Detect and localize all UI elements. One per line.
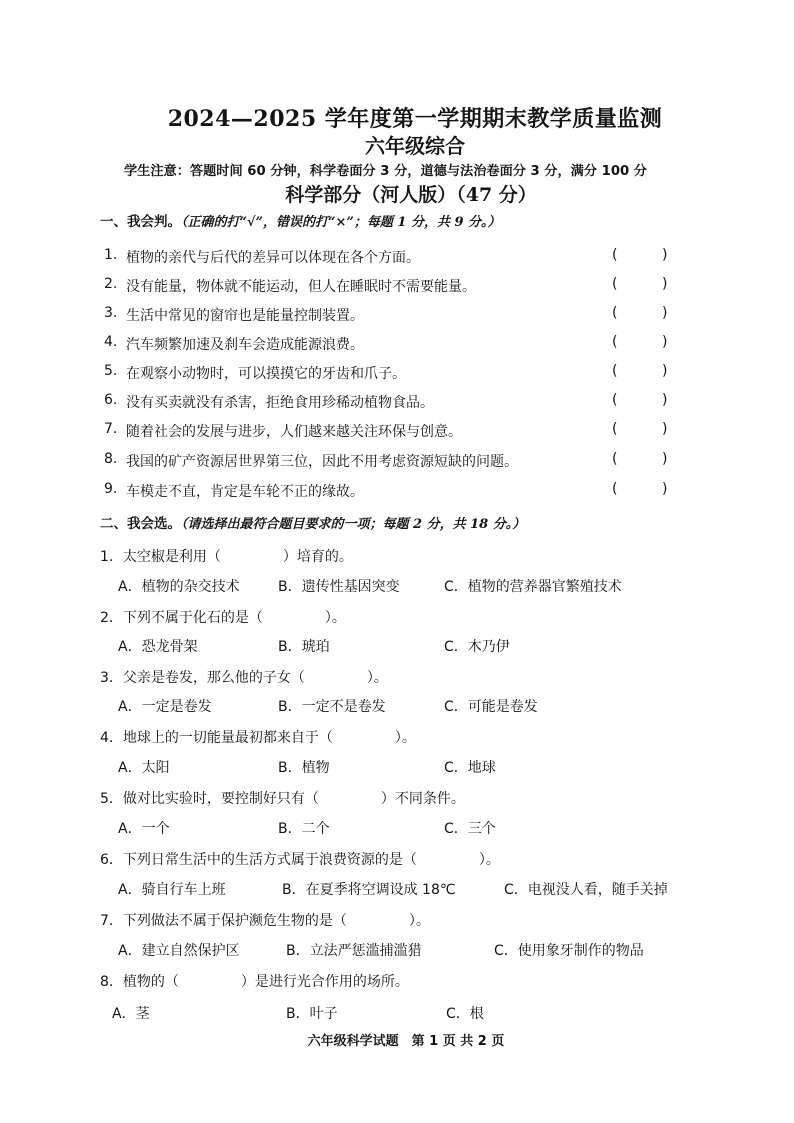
answer-paren-right[interactable]: ) bbox=[662, 247, 668, 263]
judge-item-text: 植物的亲代与后代的差异可以体现在各个方面。 bbox=[126, 250, 420, 266]
judge-item bbox=[0, 276, 794, 300]
section-judge-label: 一、我会判。 bbox=[100, 214, 181, 230]
part-title: 科学部分（河人版）（47 分） bbox=[285, 184, 537, 206]
answer-paren-left[interactable]: ( bbox=[612, 481, 618, 497]
option-c[interactable]: C．木乃伊 bbox=[444, 639, 510, 655]
option-a[interactable]: A．恐龙骨架 bbox=[118, 639, 198, 655]
question-number: 3． bbox=[100, 670, 123, 686]
option-a[interactable]: A．建立自然保护区 bbox=[118, 943, 240, 959]
section-judge-note: （正确的打“√”，错误的打“×”；每题 1 分，共 9 分。） bbox=[181, 215, 501, 230]
student-notice: 学生注意：答题时间 60 分钟，科学卷面分 3 分，道德与法治卷面分 3 分，满分 100 分 bbox=[124, 164, 647, 179]
judge-item-text: 没有能量，物体就不能运动，但人在睡眠时不需要能量。 bbox=[126, 279, 476, 295]
question-stem-end: ）。 bbox=[366, 670, 388, 686]
option-a[interactable]: A．茎 bbox=[112, 1006, 150, 1022]
option-c[interactable]: C．三个 bbox=[444, 821, 496, 837]
question-stem: 父亲是卷发，那么他的子女（ bbox=[122, 670, 305, 686]
judge-item-number: 3. bbox=[104, 305, 118, 321]
section-choice-heading bbox=[100, 512, 525, 532]
question-stem: 植物的（ bbox=[122, 974, 179, 990]
judge-item-number: 4. bbox=[104, 334, 118, 350]
option-b[interactable]: B．二个 bbox=[278, 821, 330, 837]
option-b[interactable]: B．立法严惩滥捕滥猎 bbox=[286, 943, 422, 959]
judge-item bbox=[0, 247, 794, 271]
answer-paren-right[interactable]: ) bbox=[662, 276, 668, 292]
option-b[interactable]: B．植物 bbox=[278, 760, 330, 776]
judge-item bbox=[0, 305, 794, 329]
question-stem-end: ）。 bbox=[394, 730, 416, 746]
section-choice-label: 二、我会选。 bbox=[100, 516, 181, 532]
answer-paren-left[interactable]: ( bbox=[612, 392, 618, 408]
option-b[interactable]: B．叶子 bbox=[286, 1006, 338, 1022]
option-a[interactable]: A．一定是卷发 bbox=[118, 699, 212, 715]
answer-paren-left[interactable]: ( bbox=[612, 305, 618, 321]
question-stem: 太空椒是利用（ bbox=[122, 549, 221, 565]
choice-question bbox=[100, 546, 353, 566]
judge-item-number: 9. bbox=[104, 481, 118, 497]
choice-question bbox=[100, 910, 430, 930]
judge-item-text: 随着社会的发展与进步，人们越来越关注环保与创意。 bbox=[126, 424, 462, 440]
answer-paren-right[interactable]: ) bbox=[662, 481, 668, 497]
judge-item bbox=[0, 363, 794, 387]
option-b[interactable]: B．琥珀 bbox=[278, 639, 330, 655]
judge-item-number: 5. bbox=[104, 363, 118, 379]
judge-item-text: 汽车频繁加速及刹车会造成能源浪费。 bbox=[126, 337, 364, 353]
judge-item-text: 没有买卖就没有杀害，拒绝食用珍稀动植物食品。 bbox=[126, 395, 434, 411]
question-stem-end: ）。 bbox=[478, 852, 500, 868]
option-c[interactable]: C．植物的营养器官繁殖技术 bbox=[444, 579, 622, 595]
question-stem: 下列不属于化石的是（ bbox=[122, 610, 263, 626]
answer-paren-left[interactable]: ( bbox=[612, 451, 618, 467]
answer-paren-right[interactable]: ) bbox=[662, 305, 668, 321]
option-a[interactable]: A．太阳 bbox=[118, 760, 170, 776]
judge-item-number: 8. bbox=[104, 451, 118, 467]
answer-paren-left[interactable]: ( bbox=[612, 334, 618, 350]
question-stem-end: ）。 bbox=[324, 610, 346, 626]
judge-item-text: 车模走不直，肯定是车轮不正的缘故。 bbox=[126, 484, 364, 500]
choice-question bbox=[100, 971, 409, 991]
page-footer: 六年级科学试题 第 1 页 共 2 页 bbox=[307, 1034, 505, 1049]
choice-question bbox=[100, 849, 500, 869]
option-c[interactable]: C．电视没人看，随手关掉 bbox=[504, 882, 668, 898]
answer-paren-left[interactable]: ( bbox=[612, 247, 618, 263]
option-a[interactable]: A．植物的杂交技术 bbox=[118, 579, 240, 595]
judge-item bbox=[0, 481, 794, 505]
section-choice-note: （请选择出最符合题目要求的一项；每题 2 分，共 18 分。） bbox=[181, 517, 526, 532]
judge-item-number: 7. bbox=[104, 421, 118, 437]
judge-item bbox=[0, 421, 794, 445]
exam-title: 2024—2025 学年度第一学期期末教学质量监测 bbox=[167, 106, 663, 132]
question-number: 1． bbox=[100, 549, 123, 565]
option-a[interactable]: A．一个 bbox=[118, 821, 170, 837]
judge-item bbox=[0, 451, 794, 475]
question-number: 7． bbox=[100, 913, 123, 929]
judge-item-number: 6. bbox=[104, 392, 118, 408]
question-stem-end: ）培育的。 bbox=[282, 549, 353, 565]
question-stem: 地球上的一切能量最初都来自于（ bbox=[122, 730, 333, 746]
section-judge-heading bbox=[100, 210, 501, 230]
question-stem-end: ）是进行光合作用的场所。 bbox=[240, 974, 409, 990]
option-b[interactable]: B．遗传性基因突变 bbox=[278, 579, 400, 595]
option-c[interactable]: C．可能是卷发 bbox=[444, 699, 538, 715]
question-stem-end: ）。 bbox=[408, 913, 430, 929]
choice-question bbox=[100, 788, 465, 808]
judge-item bbox=[0, 392, 794, 416]
choice-question bbox=[100, 667, 388, 687]
option-c[interactable]: C．根 bbox=[446, 1006, 484, 1022]
option-c[interactable]: C．使用象牙制作的物品 bbox=[494, 943, 644, 959]
option-c[interactable]: C．地球 bbox=[444, 760, 496, 776]
answer-paren-right[interactable]: ) bbox=[662, 421, 668, 437]
question-stem: 下列做法不属于保护濒危生物的是（ bbox=[122, 913, 347, 929]
choice-question bbox=[100, 607, 346, 627]
question-number: 2． bbox=[100, 610, 123, 626]
option-a[interactable]: A．骑自行车上班 bbox=[118, 882, 226, 898]
question-number: 4． bbox=[100, 730, 123, 746]
grade-subtitle: 六年级综合 bbox=[365, 134, 465, 158]
answer-paren-right[interactable]: ) bbox=[662, 451, 668, 467]
question-number: 5． bbox=[100, 791, 123, 807]
answer-paren-right[interactable]: ) bbox=[662, 392, 668, 408]
judge-item-text: 在观察小动物时，可以摸摸它的牙齿和爪子。 bbox=[126, 366, 406, 382]
answer-paren-right[interactable]: ) bbox=[662, 363, 668, 379]
question-number: 8． bbox=[100, 974, 123, 990]
answer-paren-right[interactable]: ) bbox=[662, 334, 668, 350]
judge-item-text: 我国的矿产资源居世界第三位，因此不用考虑资源短缺的问题。 bbox=[126, 454, 518, 470]
judge-item-number: 2. bbox=[104, 276, 118, 292]
answer-paren-left[interactable]: ( bbox=[612, 363, 618, 379]
question-stem-end: ）不同条件。 bbox=[380, 791, 465, 807]
judge-item-number: 1. bbox=[104, 247, 118, 263]
answer-paren-left[interactable]: ( bbox=[612, 276, 618, 292]
judge-item-text: 生活中常见的窗帘也是能量控制装置。 bbox=[126, 308, 364, 324]
choice-question bbox=[100, 727, 416, 747]
answer-paren-left[interactable]: ( bbox=[612, 421, 618, 437]
question-number: 6． bbox=[100, 852, 123, 868]
question-stem: 下列日常生活中的生活方式属于浪费资源的是（ bbox=[122, 852, 417, 868]
option-b[interactable]: B．在夏季将空调设成 18℃ bbox=[282, 882, 456, 898]
option-b[interactable]: B．一定不是卷发 bbox=[278, 699, 386, 715]
judge-item bbox=[0, 334, 794, 358]
question-stem: 做对比实验时，要控制好只有（ bbox=[122, 791, 319, 807]
